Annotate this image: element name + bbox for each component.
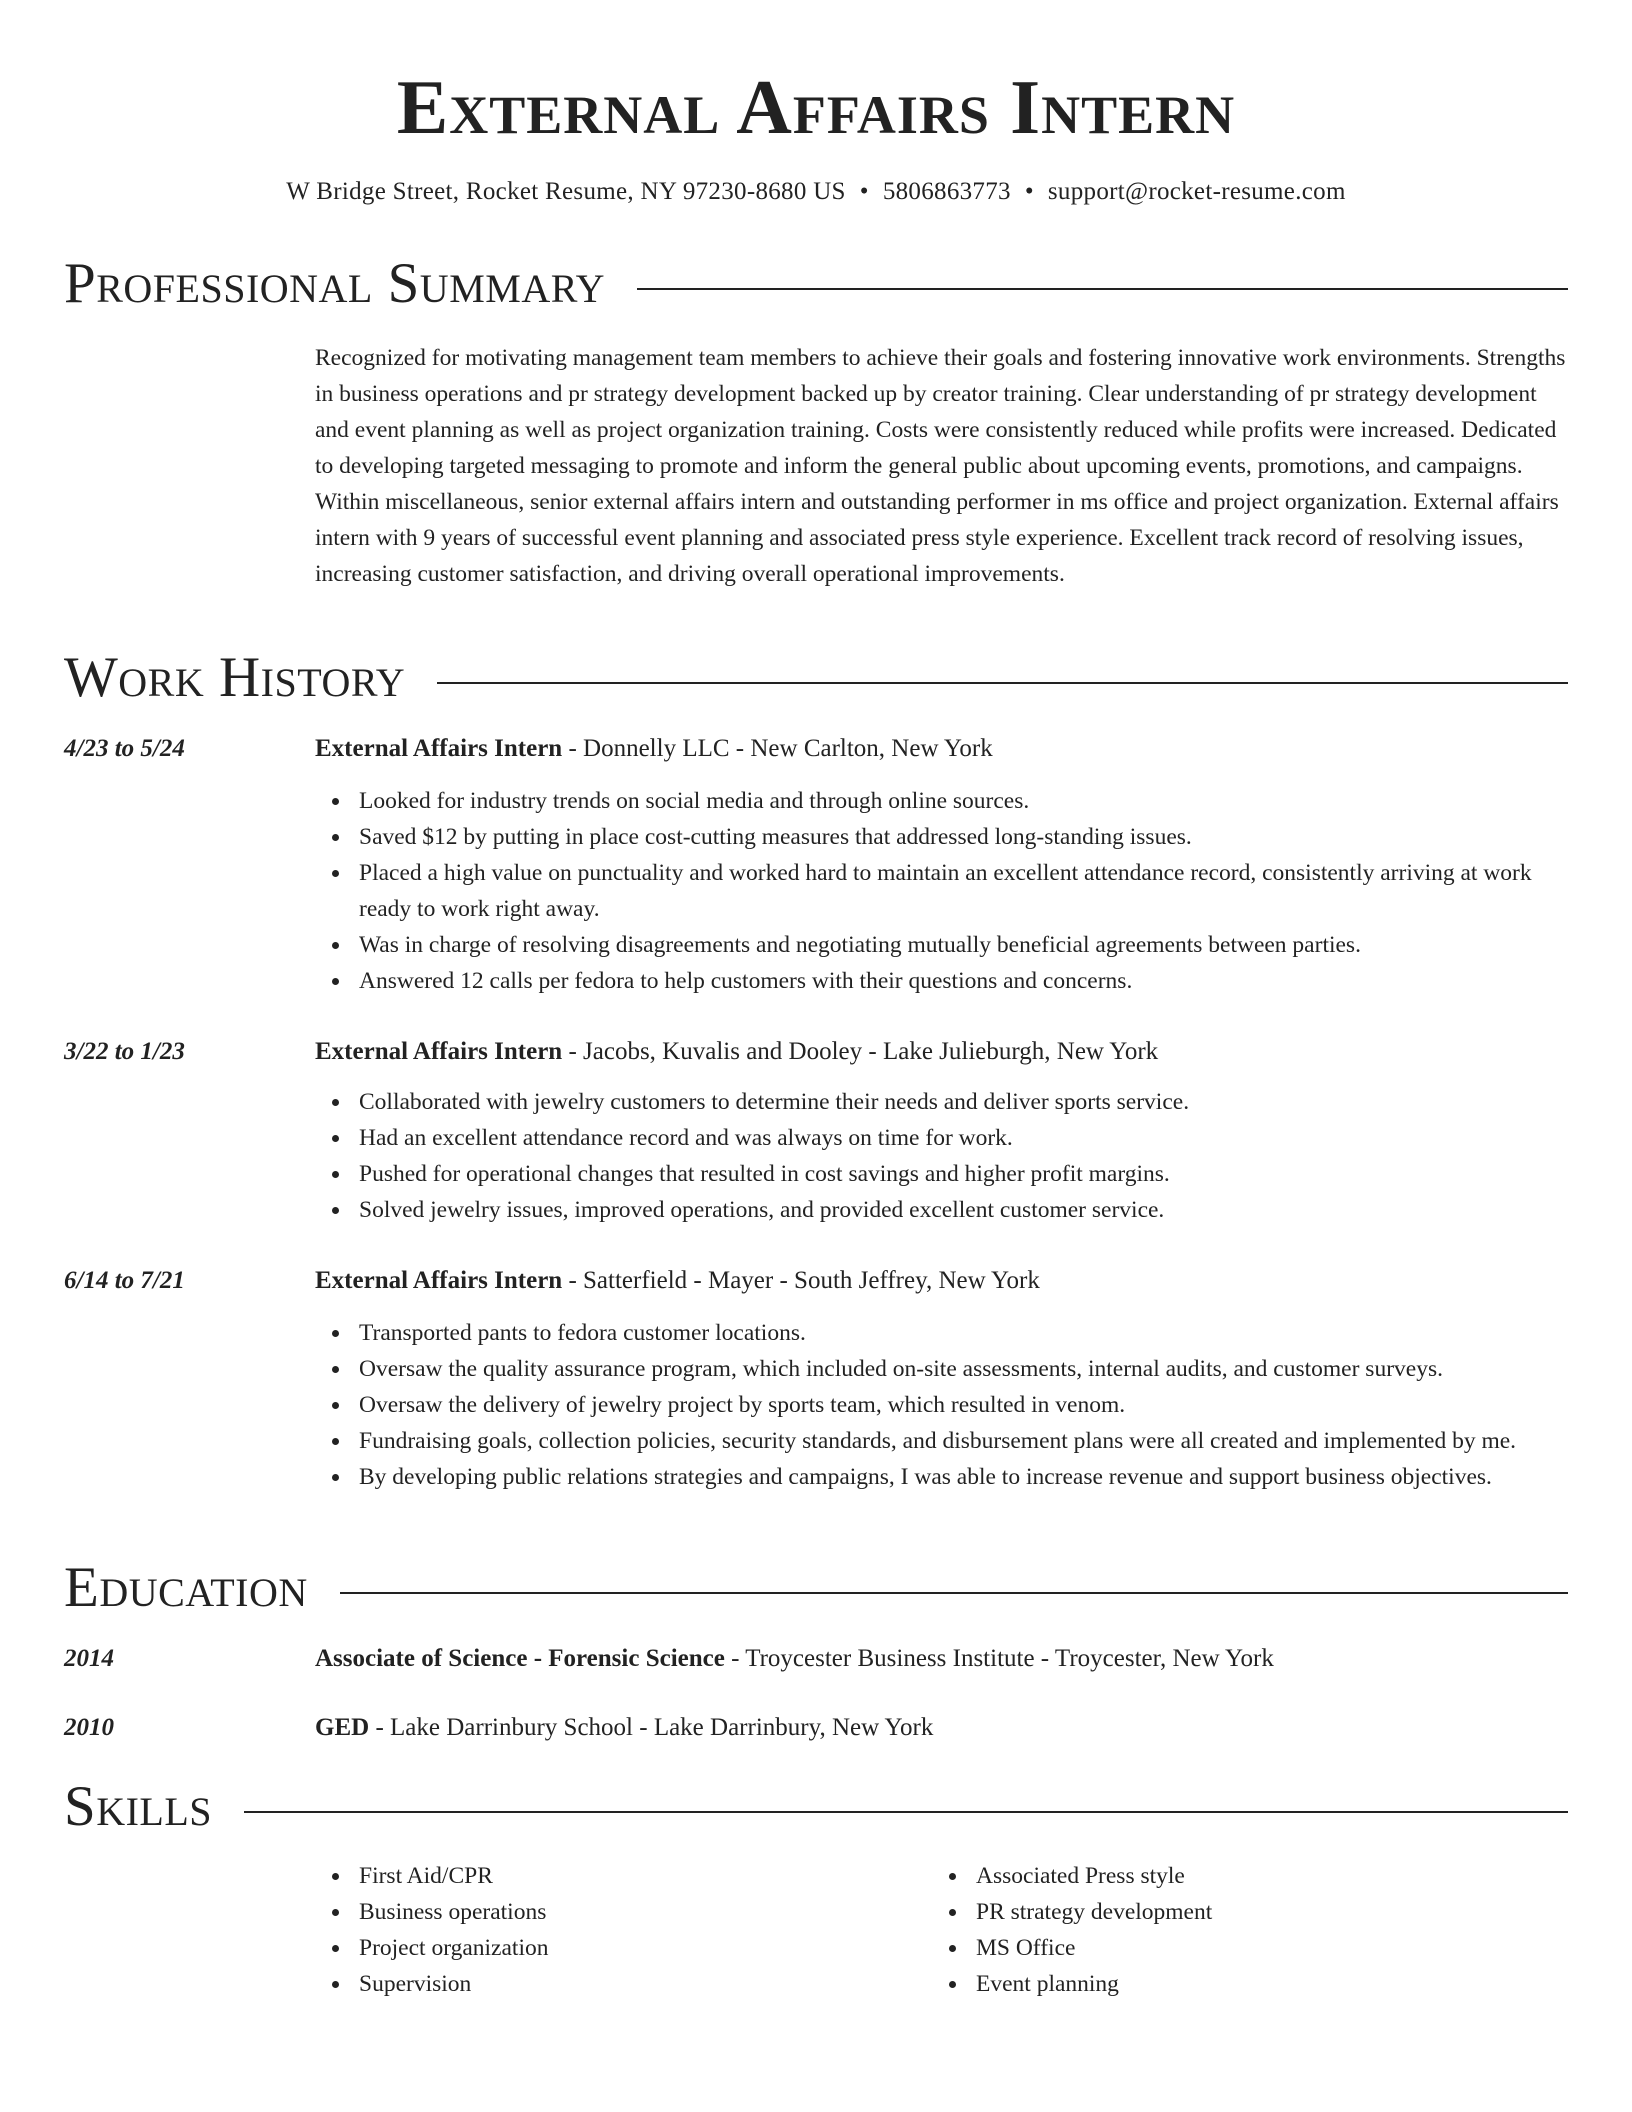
education-line: [315, 1710, 933, 1746]
list-item: Looked for industry trends on social media and through online sources.: [359, 783, 1568, 819]
summary-text: Recognized for motivating management team members to achieve their goals and fostering innovative work environments. Strengths in business operations and pr strategy development backed up by creator training. Clear understanding of pr strategy development and event planning as well as project organization training. Costs were consistently reduced while profits were increased. Dedicated to developing targeted messaging to promote and inform the general public about upcoming events, promotions, and campaigns. Within miscellaneous, senior external affairs intern and outstanding performer in ms office and project organization. External affairs intern with 9 years of successful event planning and associated press style experience. Excellent track record of resolving issues, increasing customer satisfaction, and driving overall operational improvements.: [315, 345, 1566, 587]
skills-list-right: [976, 1858, 1568, 2002]
list-item: Answered 12 calls per fedora to help customers with their questions and concerns.: [359, 963, 1568, 999]
section-skills-header: [64, 1775, 1568, 1839]
job-bullets: [359, 783, 1568, 999]
list-item: Placed a high value on punctuality and worked hard to maintain an excellent attendance record, consistently arriving at work ready to work right away.: [359, 855, 1568, 927]
education-line: [315, 1641, 1274, 1677]
job-details: - Satterfield - Mayer - South Jeffrey, New York: [562, 1267, 1040, 1294]
section-divider: [437, 682, 1568, 684]
education-degree: GED: [315, 1714, 370, 1741]
job-title: External Affairs Intern: [315, 1038, 563, 1065]
section-heading: Education: [64, 1556, 308, 1619]
section-heading: Work History: [64, 646, 406, 709]
job-title-line: [315, 1263, 1040, 1299]
job-bullets: [359, 1084, 1568, 1228]
skills-list-left: [359, 1858, 919, 2002]
job-title-line: [315, 1034, 1158, 1070]
section-heading: Professional Summary: [64, 252, 606, 315]
contact-separator: •: [1024, 178, 1034, 205]
skill-item: First Aid/CPR: [359, 1858, 919, 1894]
list-item: Oversaw the delivery of jewelry project by sports team, which resulted in venom.: [359, 1387, 1568, 1423]
skill-item: MS Office: [976, 1930, 1568, 1966]
list-item: Had an excellent attendance record and was always on time for work.: [359, 1120, 1568, 1156]
contact-email: support@rocket-resume.com: [1047, 178, 1346, 205]
skill-item: Project organization: [359, 1930, 919, 1966]
list-item: Transported pants to fedora customer locations.: [359, 1315, 1568, 1351]
job-dates: 4/23 to 5/24: [64, 735, 185, 762]
job-title-line: [315, 731, 993, 767]
contact-address: W Bridge Street, Rocket Resume, NY 97230-8680 US: [286, 178, 846, 205]
list-item: Was in charge of resolving disagreements and negotiating mutually beneficial agreements between parties.: [359, 927, 1568, 963]
resume-page: [64, 0, 1568, 2112]
job-title: External Affairs Intern: [315, 1267, 563, 1294]
job-dates: 3/22 to 1/23: [64, 1038, 185, 1065]
job-details: - Donnelly LLC - New Carlton, New York: [562, 735, 993, 762]
skill-item: Associated Press style: [976, 1858, 1568, 1894]
section-summary-header: [64, 252, 1568, 316]
section-heading: Skills: [64, 1775, 213, 1838]
contact-separator: •: [859, 178, 869, 205]
skill-item: Supervision: [359, 1966, 919, 2002]
list-item: Collaborated with jewelry customers to determine their needs and deliver sports service.: [359, 1084, 1568, 1120]
section-work-header: [64, 646, 1568, 710]
job-bullets: [359, 1315, 1568, 1495]
education-details: - Lake Darrinbury School - Lake Darrinbury, New York: [369, 1714, 934, 1741]
job-details: - Jacobs, Kuvalis and Dooley - Lake Julieburgh, New York: [562, 1038, 1159, 1065]
education-year: 2014: [64, 1645, 114, 1672]
contact-phone: 5806863773: [882, 178, 1011, 205]
job-title: External Affairs Intern: [315, 735, 563, 762]
list-item: Oversaw the quality assurance program, which included on-site assessments, internal audits, and customer surveys.: [359, 1351, 1568, 1387]
list-item: By developing public relations strategies and campaigns, I was able to increase revenue and support business objectives.: [359, 1459, 1568, 1495]
section-divider: [244, 1811, 1568, 1813]
job-dates: 6/14 to 7/21: [64, 1267, 185, 1294]
section-education-header: [64, 1556, 1568, 1620]
skill-item: Business operations: [359, 1894, 919, 1930]
contact-line: [64, 174, 1568, 210]
list-item: Fundraising goals, collection policies, security standards, and disbursement plans were all created and implemented by me.: [359, 1423, 1568, 1459]
education-details: - Troycester Business Institute - Troycester, New York: [724, 1645, 1274, 1672]
skill-item: Event planning: [976, 1966, 1568, 2002]
list-item: Solved jewelry issues, improved operations, and provided excellent customer service.: [359, 1192, 1568, 1228]
list-item: Pushed for operational changes that resulted in cost savings and higher profit margins.: [359, 1156, 1568, 1192]
section-divider: [637, 288, 1568, 290]
skill-item: PR strategy development: [976, 1894, 1568, 1930]
resume-name: External Affairs Intern: [396, 64, 1236, 150]
education-degree: Associate of Science - Forensic Science: [315, 1645, 725, 1672]
education-year: 2010: [64, 1714, 114, 1741]
section-divider: [340, 1592, 1568, 1594]
list-item: Saved $12 by putting in place cost-cutting measures that addressed long-standing issues.: [359, 819, 1568, 855]
